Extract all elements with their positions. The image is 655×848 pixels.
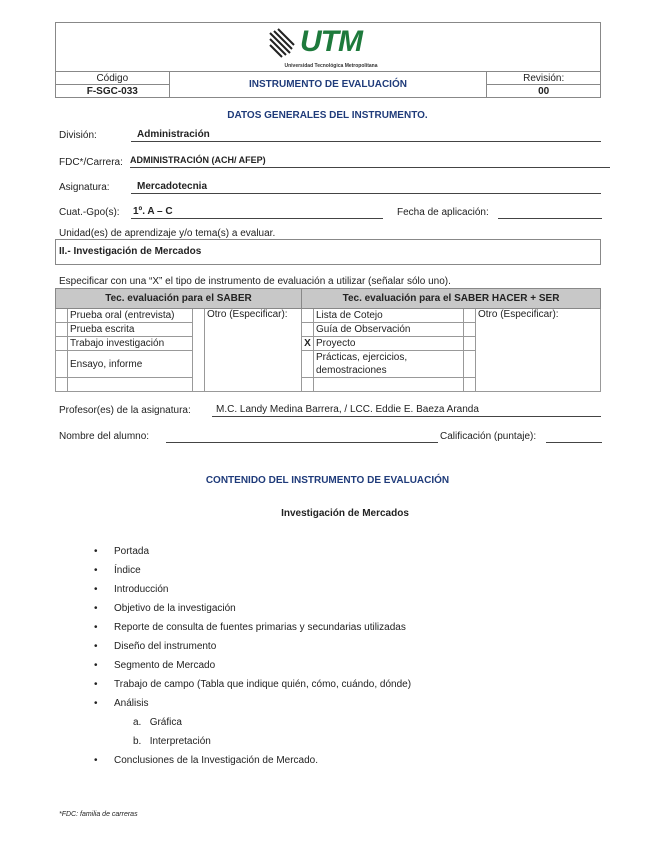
asignatura-label: Asignatura: [59,182,110,193]
checkbox-hacer-other[interactable] [464,309,476,323]
checkbox-saber-5[interactable] [56,378,68,392]
saber-item-3: Trabajo investigación [68,337,193,351]
list-item: • Reporte de consulta de fuentes primarias y secundarias utilizadas [94,622,406,633]
revision-value: 00 [487,85,601,98]
calificacion-label: Calificación (puntaje): [440,431,537,442]
list-item: • Introducción [94,584,169,595]
checkbox-hacer-4[interactable] [302,351,314,378]
hacer-item-1: Lista de Cotejo [314,309,464,323]
saber-header: Tec. evaluación para el SABER [56,289,302,309]
hacer-item-2: Guía de Observación [314,323,464,337]
unidad-label: Unidad(es) de aprendizaje y/o tema(s) a evaluar. [59,228,276,239]
checkbox-saber-2[interactable] [56,323,68,337]
saber-item-4: Ensayo, informe [68,351,193,378]
saber-item-empty [68,378,193,392]
revision-label: Revisión: [487,72,601,85]
profesor-value: M.C. Landy Medina Barrera, / LCC. Eddie E. Baeza Aranda [216,404,479,415]
division-label: División: [59,130,97,141]
hacer-item-empty [314,378,464,392]
list-item: • Índice [94,565,141,576]
checkbox-saber-3[interactable] [56,337,68,351]
section-title-general: DATOS GENERALES DEL INSTRUMENTO. [227,110,428,121]
document-header [55,22,601,98]
evaluation-type-table [55,288,601,392]
checkbox-hacer-5[interactable] [302,378,314,392]
division-value: Administración [137,129,210,140]
list-item: • Segmento de Mercado [94,660,216,671]
checkbox-hacer-1[interactable] [302,309,314,323]
hacer-header: Tec. evaluación para el SABER HACER + SER [302,289,601,309]
fecha-label: Fecha de aplicación: [397,207,489,218]
profesor-field [212,404,601,417]
especificar-text: Especificar con una “X” el tipo de instrumento de evaluación a utilizar (señalar sólo uno). [59,276,451,287]
unidad-value: II.- Investigación de Mercados [59,246,202,257]
logo-area [56,23,601,72]
profesor-label: Profesor(es) de la asignatura: [59,405,191,416]
logo-subtext: Universidad Tecnológica Metropolitana [284,63,378,69]
asignatura-field [131,181,601,194]
checkbox-saber-4[interactable] [56,351,68,378]
asignatura-value: Mercadotecnia [137,181,208,192]
checkbox-hacer-other-3[interactable] [464,337,476,351]
cuat-field [131,206,383,219]
list-item: • Portada [94,546,150,557]
fecha-field [498,206,602,219]
calificacion-field[interactable] [546,430,602,443]
sub-list-item: b. Interpretación [133,736,211,747]
logo-text: UTM [300,25,362,58]
checkbox-saber-1[interactable] [56,309,68,323]
checkbox-hacer-3[interactable]: X [302,337,314,351]
list-item: • Conclusiones de la Investigación de Mercado. [94,755,319,766]
cuat-label: Cuat.-Gpo(s): [59,207,120,218]
content-title: CONTENIDO DEL INSTRUMENTO DE EVALUACIÓN [205,475,450,486]
fdc-value: ADMINISTRACIÓN (ACH/ AFEP) [130,155,266,165]
checkbox-hacer-other-5[interactable] [464,378,476,392]
list-item: • Diseño del instrumento [94,641,217,652]
hacer-item-3: Proyecto [314,337,464,351]
list-item: • Trabajo de campo (Tabla que indique quién, cómo, cuándo, dónde) [94,679,412,690]
footnote: *FDC: familia de carreras [59,811,138,818]
hacer-other-label: Otro (Especificar): [476,309,601,392]
codigo-label: Código [56,72,170,85]
utm-logo-icon [266,27,296,61]
cuat-value: 1º. A – C [133,206,173,217]
checkbox-hacer-other-2[interactable] [464,323,476,337]
alumno-field[interactable] [166,430,438,443]
saber-other-label: Otro (Especificar): [205,309,302,392]
fdc-label: FDC*/Carrera: [59,157,123,168]
alumno-label: Nombre del alumno: [59,431,150,442]
saber-item-2: Prueba escrita [68,323,193,337]
codigo-value: F-SGC-033 [56,85,170,98]
unidad-box [55,239,601,265]
hacer-item-4: Prácticas, ejercicios, demostraciones [314,351,464,378]
fdc-field [130,155,610,168]
list-item: • Objetivo de la investigación [94,603,236,614]
checkbox-hacer-other-4[interactable] [464,351,476,378]
saber-item-1: Prueba oral (entrevista) [68,309,193,323]
division-field [131,129,601,142]
document-title: INSTRUMENTO DE EVALUACIÓN [169,72,487,98]
checkbox-hacer-2[interactable] [302,323,314,337]
sub-list-item: a. Gráfica [133,717,182,728]
list-item: • Análisis [94,698,149,709]
checkbox-saber-other[interactable] [193,309,205,392]
content-subtitle: Investigación de Mercados [281,508,409,519]
